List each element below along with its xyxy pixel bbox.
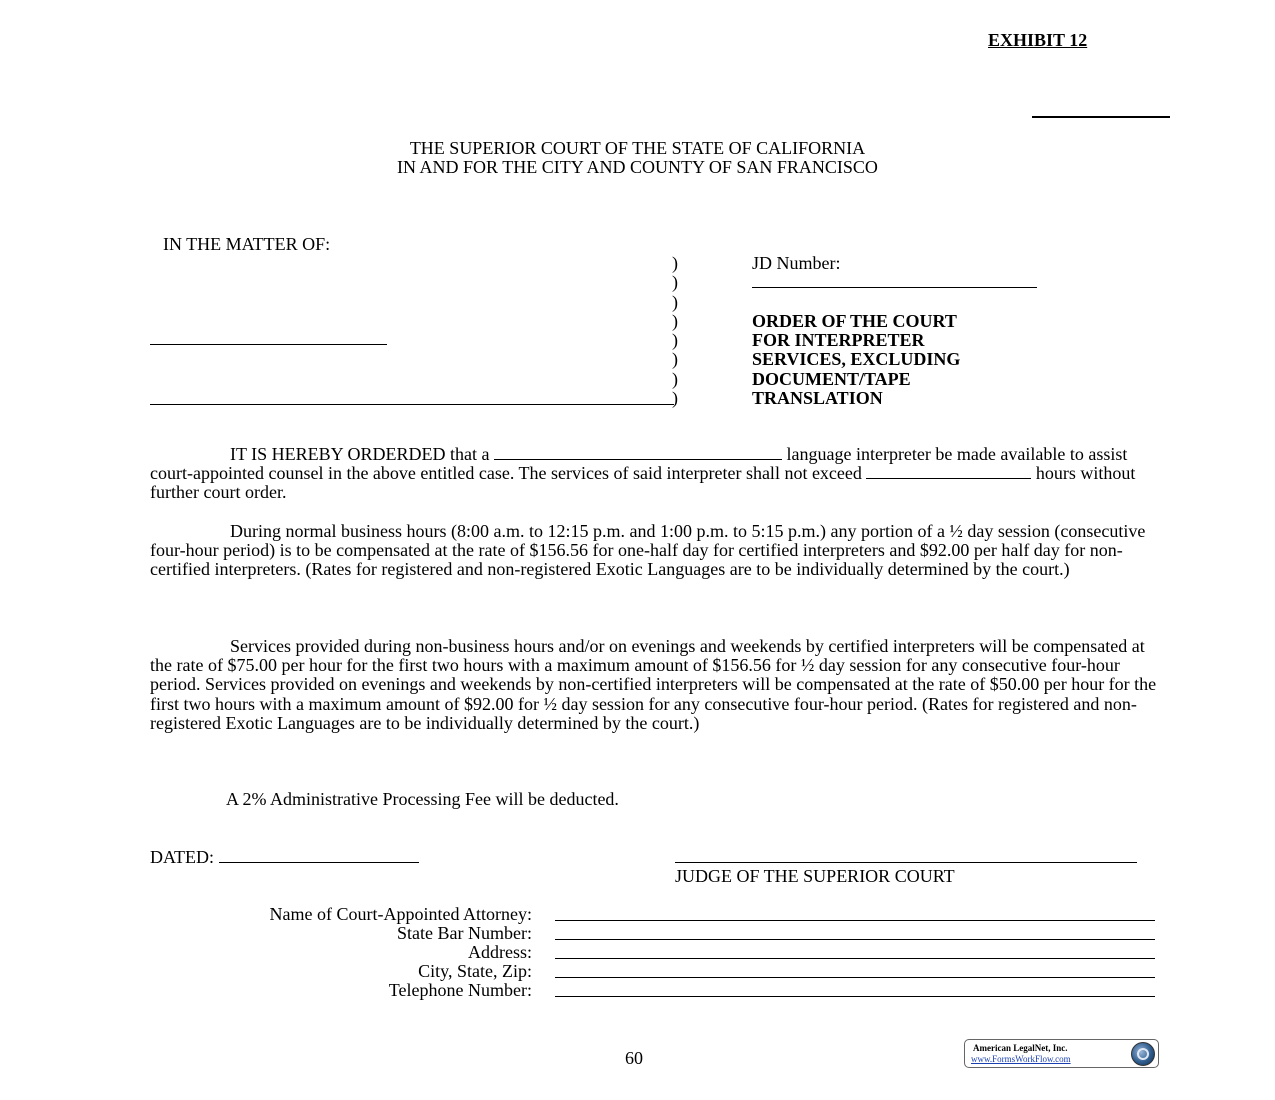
- paragraph-order: [150, 445, 1170, 503]
- paren: ): [672, 310, 678, 331]
- order-text-a: IT IS HEREBY ORDERDED that a: [230, 444, 490, 464]
- order-title-line-1: ORDER OF THE COURT: [752, 310, 957, 331]
- order-title-line-2: FOR INTERPRETER: [752, 330, 925, 351]
- paragraph-business-hours: [150, 522, 1170, 580]
- paren: ): [672, 388, 678, 409]
- paren: ): [672, 291, 678, 312]
- jd-number-label: JD Number:: [752, 253, 841, 273]
- paren: ): [672, 368, 678, 389]
- state-bar-field[interactable]: [555, 939, 1155, 940]
- order-title-line-5: TRANSLATION: [752, 388, 883, 409]
- language-field[interactable]: [494, 445, 782, 460]
- telephone-row: [150, 981, 1160, 1000]
- jd-number-field[interactable]: [752, 273, 1037, 292]
- header-rule: [1032, 116, 1170, 118]
- order-text-b: language interpreter be made available to assist court-appointed counsel in the above entitled case. The services of said interpreter shall not exceed: [150, 444, 1128, 484]
- american-legalnet-logo[interactable]: [964, 1039, 1159, 1068]
- caption-parentheses: [672, 254, 678, 408]
- judge-label: JUDGE OF THE SUPERIOR COURT: [675, 866, 955, 886]
- logo-url-link[interactable]: www.FormsWorkFlow.com: [971, 1054, 1071, 1064]
- matter-name-field[interactable]: [150, 344, 387, 345]
- court-name-line-1: THE SUPERIOR COURT OF THE STATE OF CALIFORNIA: [409, 138, 866, 158]
- city-state-zip-field[interactable]: [555, 977, 1155, 978]
- caption-right-column: [752, 254, 1037, 408]
- dated-label: DATED:: [150, 847, 214, 867]
- globe-icon: [1131, 1042, 1155, 1066]
- city-state-zip-row: [150, 962, 1160, 981]
- paren: ): [672, 253, 678, 273]
- date-field[interactable]: [219, 848, 419, 863]
- state-bar-label: State Bar Number:: [397, 923, 532, 943]
- attorney-name-row: [150, 905, 1160, 924]
- telephone-label: Telephone Number:: [388, 980, 532, 1000]
- business-hours-text: During normal business hours (8:00 a.m. to 12:15 p.m. and 1:00 p.m. to 5:15 p.m.) any portion of a ½ day session (consecutive four-hour period) is to be compensated at the rate of $156.56 for one-half day for certified interpreters and $92.00 per half day for non-certified interpreters. (Rates for registered and non-registered Exotic Languages are to be individually determined by the court.): [150, 521, 1146, 580]
- telephone-field[interactable]: [555, 996, 1155, 997]
- paren: ): [672, 349, 678, 370]
- hours-field[interactable]: [866, 464, 1031, 479]
- attorney-name-field[interactable]: [555, 920, 1155, 921]
- exhibit-label: EXHIBIT 12: [988, 30, 1088, 50]
- address-row: [150, 943, 1160, 962]
- order-text-c: hours without further court order.: [150, 463, 1136, 503]
- court-name-line-2: IN AND FOR THE CITY AND COUNTY OF SAN FRANCISCO: [397, 157, 878, 177]
- logo-company-name: American LegalNet, Inc.: [973, 1043, 1068, 1053]
- paragraph-fee: [150, 790, 1170, 809]
- city-state-zip-label: City, State, Zip:: [418, 961, 532, 981]
- paren: ): [672, 272, 678, 293]
- paragraph-non-business-hours: [150, 637, 1170, 733]
- address-label: Address:: [468, 942, 532, 962]
- matter-label: IN THE MATTER OF:: [163, 234, 331, 254]
- paren: ): [672, 330, 678, 351]
- order-title-line-3: SERVICES, EXCLUDING: [752, 349, 961, 370]
- judge-signature-field[interactable]: [675, 862, 1137, 863]
- order-title-line-4: DOCUMENT/TAPE: [752, 368, 911, 389]
- matter-details-field[interactable]: [150, 404, 674, 405]
- state-bar-row: [150, 924, 1160, 943]
- attorney-name-label: Name of Court-Appointed Attorney:: [269, 904, 532, 924]
- address-field[interactable]: [555, 958, 1155, 959]
- fee-text: A 2% Administrative Processing Fee will be deducted.: [226, 789, 619, 809]
- non-business-hours-text: Services provided during non-business hours and/or on evenings and weekends by certified interpreters will be compensated at the rate of $75.00 per hour for the first two hours with a maximum amount of $156.56 for ½ day session for any consecutive four-hour period. Services provided on evenings and weekends by non-certified interpreters will be compensated at the rate of $50.00 per hour for the first two hours with a maximum amount of $92.00 for ½ day session for any consecutive four-hour period. (Rates for registered and non-registered Exotic Languages are to be individually determined by the court.): [150, 636, 1157, 733]
- dated-line: [150, 847, 419, 868]
- page-number: 60: [625, 1048, 643, 1068]
